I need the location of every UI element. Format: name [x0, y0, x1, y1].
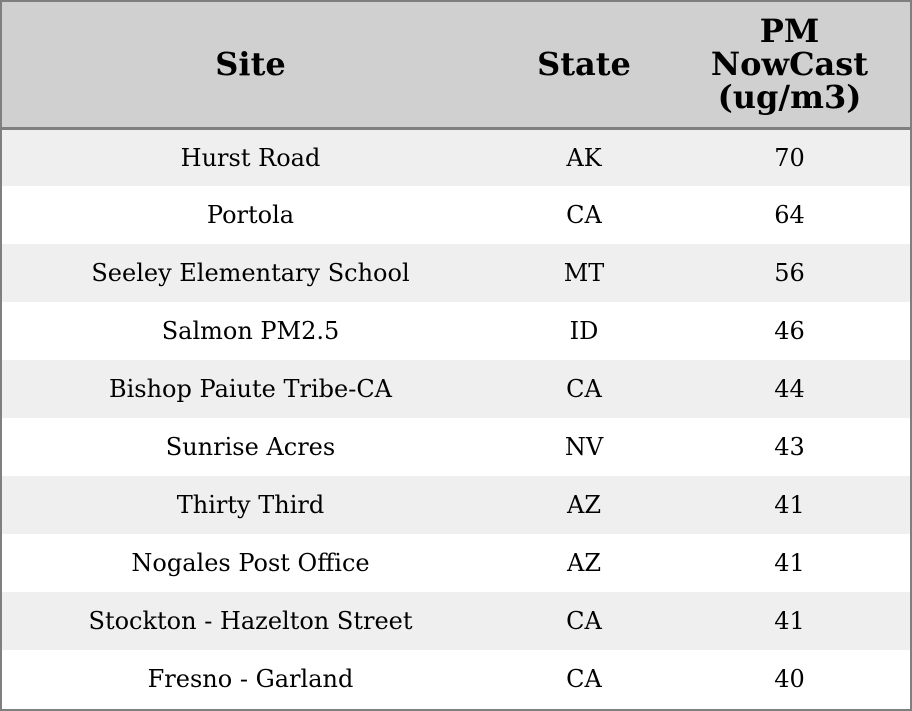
cell-pm-nowcast: 56: [774, 259, 805, 287]
pm-nowcast-table: [2, 2, 910, 707]
header-pm-line-2: NowCast: [710, 44, 869, 83]
cell-pm-nowcast: 41: [774, 607, 805, 635]
cell-state: AK: [566, 143, 602, 172]
table-row: [2, 592, 910, 650]
cell-pm-nowcast: 41: [774, 549, 805, 577]
cell-pm-nowcast: 46: [774, 317, 805, 345]
cell-state: ID: [569, 317, 599, 345]
cell-site: Sunrise Acres: [165, 433, 336, 461]
cell-site: Bishop Paiute Tribe-CA: [108, 375, 393, 403]
header-state: State: [499, 2, 669, 128]
header-row: [2, 2, 910, 128]
cell-state: NV: [564, 433, 604, 461]
table-row: [2, 360, 910, 418]
cell-pm-nowcast: 70: [774, 143, 805, 172]
cell-pm-nowcast: 64: [774, 201, 805, 229]
cell-state: CA: [566, 607, 602, 635]
table-row: [2, 244, 910, 302]
cell-site: Salmon PM2.5: [161, 317, 340, 345]
cell-pm-nowcast: 44: [774, 375, 805, 403]
header-pm-nowcast: [669, 2, 910, 128]
header-pm-line-1: PM: [759, 11, 820, 50]
cell-state: CA: [566, 201, 602, 229]
cell-site: Stockton - Hazelton Street: [88, 607, 413, 635]
cell-site: Fresno - Garland: [147, 664, 354, 693]
table-row: [2, 476, 910, 534]
header-pm-line-3: (ug/m3): [717, 77, 862, 116]
cell-site: Portola: [206, 201, 295, 229]
cell-site: Nogales Post Office: [131, 549, 370, 577]
table-header: [2, 2, 910, 128]
cell-site: Hurst Road: [180, 143, 321, 172]
cell-pm-nowcast: 41: [774, 491, 805, 519]
cell-state: CA: [566, 664, 602, 693]
cell-pm-nowcast: 40: [774, 664, 805, 693]
cell-state: AZ: [566, 549, 601, 577]
cell-state: MT: [563, 259, 605, 287]
table-body: [2, 128, 910, 707]
table-row: [2, 650, 910, 707]
cell-site: Seeley Elementary School: [91, 259, 410, 287]
table-row: [2, 128, 910, 186]
table-row: [2, 534, 910, 592]
cell-pm-nowcast: 43: [774, 433, 805, 461]
cell-state: AZ: [566, 491, 601, 519]
table-row: [2, 302, 910, 360]
cell-state: CA: [566, 375, 602, 403]
table-row: [2, 186, 910, 244]
cell-site: Thirty Third: [176, 491, 325, 519]
header-site: Site: [2, 2, 499, 128]
table-row: [2, 418, 910, 476]
